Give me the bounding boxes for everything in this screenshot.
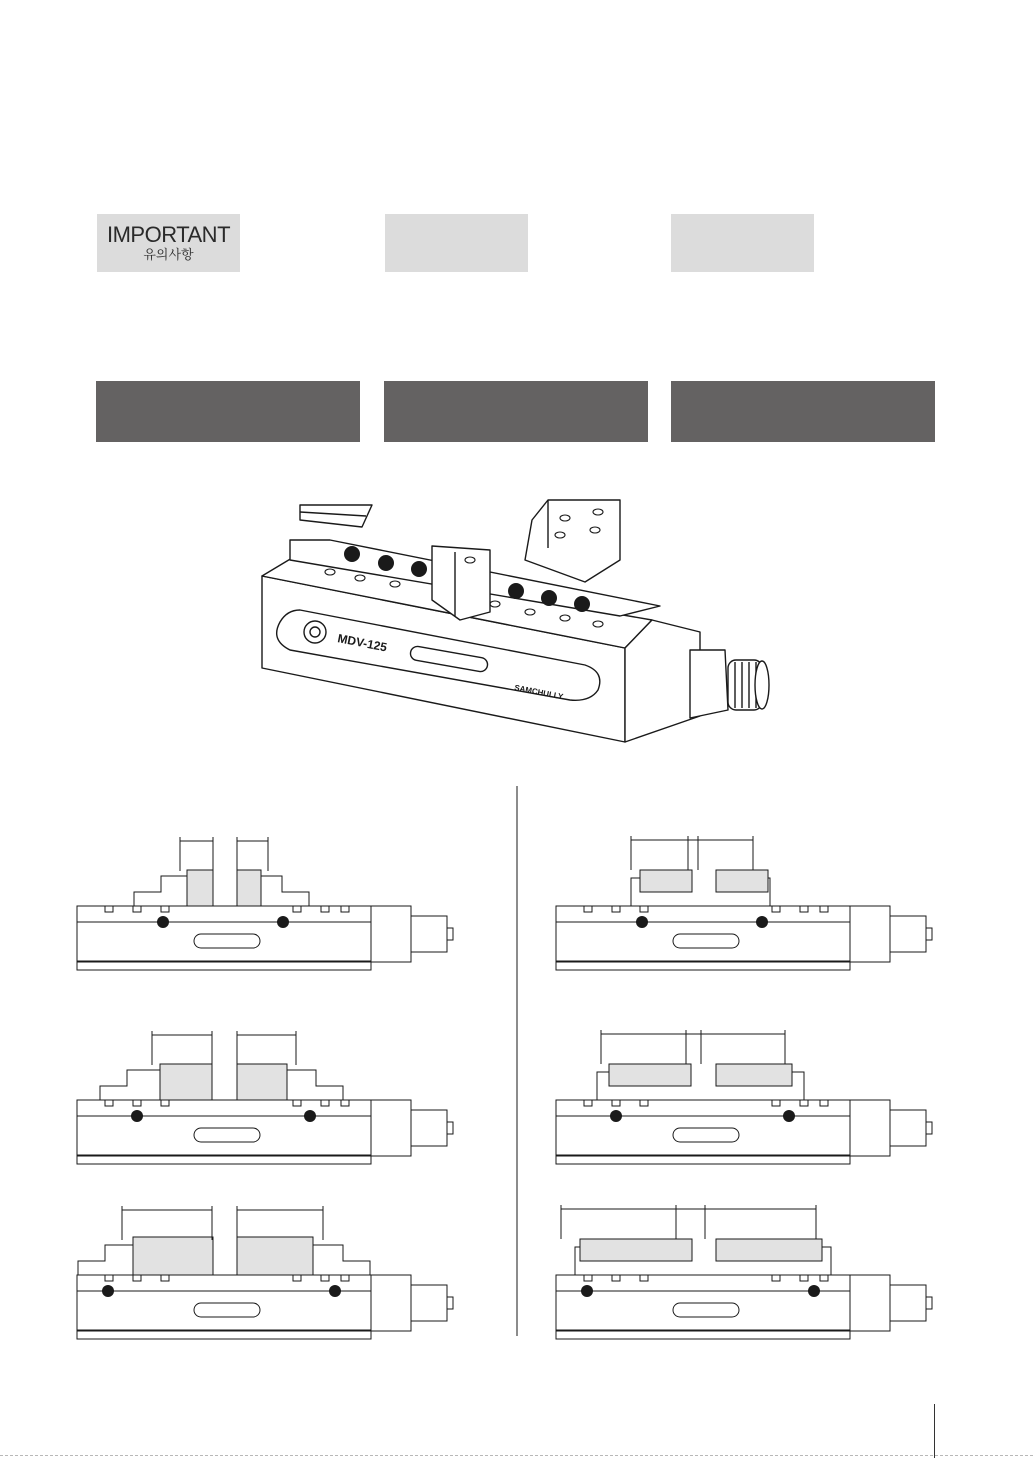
rail-tab [341, 1100, 349, 1106]
position-marker [808, 1285, 820, 1297]
workpiece-block [187, 870, 213, 906]
vise-base-foot [77, 1156, 371, 1164]
rail-tab [133, 906, 141, 912]
rail-tab [341, 906, 349, 912]
rail-tab [772, 1100, 780, 1106]
rail-tab [772, 1275, 780, 1281]
rail-tab [293, 1100, 301, 1106]
rail-tab [293, 1275, 301, 1281]
vise-slot [194, 1303, 260, 1317]
rail-tab [800, 1100, 808, 1106]
vise-knob [890, 916, 926, 952]
workpiece-block [640, 870, 692, 892]
rail-tab [321, 906, 329, 912]
vise-knob [890, 1285, 926, 1321]
vise-slot [673, 934, 739, 948]
vise-tail [371, 1100, 411, 1156]
rail-tab [341, 1275, 349, 1281]
jaw-step [78, 1245, 133, 1275]
jaw-step [100, 1070, 160, 1100]
workpiece-block [609, 1064, 691, 1086]
position-marker [157, 916, 169, 928]
workpiece-block [160, 1064, 212, 1100]
rail-tab [772, 906, 780, 912]
vise-knob-tip [447, 1122, 453, 1134]
rail-tab [820, 1100, 828, 1106]
position-marker [277, 916, 289, 928]
position-marker [581, 1285, 593, 1297]
workpiece-block [716, 1239, 822, 1261]
important-tag-title: IMPORTANT [106, 222, 231, 247]
vise-base-foot [77, 1331, 371, 1339]
vise-knob-tip [926, 928, 932, 940]
rail-tab [321, 1100, 329, 1106]
vise-knob-tip [926, 1297, 932, 1309]
position-marker [304, 1110, 316, 1122]
rail-tab [640, 1275, 648, 1281]
vise-knob-tip [926, 1122, 932, 1134]
vise-slot [673, 1303, 739, 1317]
position-marker [756, 916, 768, 928]
rail-tab [133, 1100, 141, 1106]
position-marker [610, 1110, 622, 1122]
workpiece-block [580, 1239, 692, 1261]
vise-tail [371, 1275, 411, 1331]
workpiece-block [716, 1064, 792, 1086]
vise-knob [411, 916, 447, 952]
vise-slot [194, 934, 260, 948]
vise-brand-label: SAMCHULLY [513, 683, 564, 702]
jaw-step [134, 876, 187, 906]
rail-tab [161, 1100, 169, 1106]
vise-tail [850, 1275, 890, 1331]
jaw-step [313, 1245, 370, 1275]
rail-tab [820, 1275, 828, 1281]
workpiece-block [716, 870, 768, 892]
rail-tab [105, 906, 113, 912]
vise-base-foot [556, 1156, 850, 1164]
rail-tab [161, 1275, 169, 1281]
vise-knob-tip [447, 928, 453, 940]
vise-tail [850, 906, 890, 962]
jaw-step [287, 1070, 343, 1100]
vise-base-foot [77, 962, 371, 970]
vise-knob [890, 1110, 926, 1146]
rail-tab [612, 1275, 620, 1281]
rail-tab [105, 1275, 113, 1281]
vise-base-foot [556, 962, 850, 970]
rail-tab [584, 1100, 592, 1106]
position-marker [783, 1110, 795, 1122]
vise-knob [411, 1285, 447, 1321]
page-number-rule [934, 1404, 935, 1458]
rail-tab [321, 1275, 329, 1281]
vise-knob-tip [447, 1297, 453, 1309]
rail-tab [161, 906, 169, 912]
vise-slot [673, 1128, 739, 1142]
position-marker [329, 1285, 341, 1297]
rail-tab [800, 1275, 808, 1281]
rail-tab [800, 906, 808, 912]
jaw-step [261, 876, 309, 906]
workpiece-block [237, 1064, 287, 1100]
rail-tab [820, 906, 828, 912]
vise-model-label: MDV-125 [336, 631, 389, 655]
rail-tab [584, 906, 592, 912]
rail-tab [105, 1100, 113, 1106]
position-marker [102, 1285, 114, 1297]
vise-base-foot [556, 1331, 850, 1339]
rail-tab [640, 906, 648, 912]
page-bottom-edge [0, 1455, 1033, 1456]
rail-tab [293, 906, 301, 912]
position-marker [636, 916, 648, 928]
workpiece-block [133, 1237, 213, 1275]
vise-tail [371, 906, 411, 962]
rail-tab [133, 1275, 141, 1281]
workpiece-block [237, 1237, 313, 1275]
rail-tab [584, 1275, 592, 1281]
vise-tail [850, 1100, 890, 1156]
rail-tab [612, 1100, 620, 1106]
position-marker [131, 1110, 143, 1122]
important-tag-subtitle: 유의사항 [143, 248, 194, 263]
workpiece-block [237, 870, 261, 906]
vise-knob [411, 1110, 447, 1146]
vise-slot [194, 1128, 260, 1142]
rail-tab [612, 906, 620, 912]
rail-tab [640, 1100, 648, 1106]
